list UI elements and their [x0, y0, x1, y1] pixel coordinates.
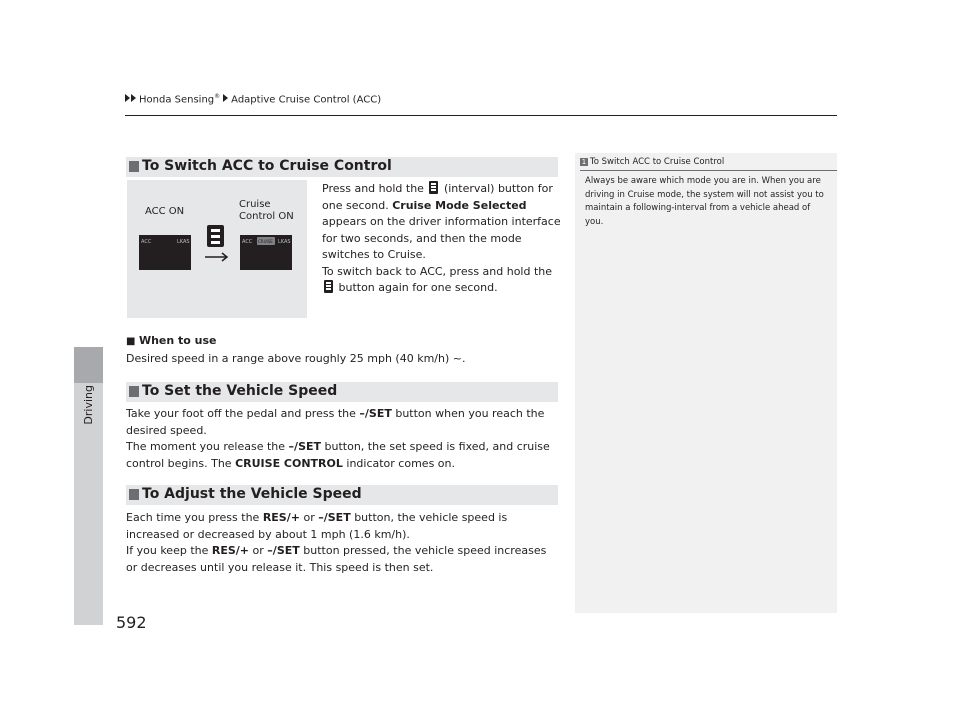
interval-button-icon: [207, 225, 224, 247]
text: To switch back to ACC, press and hold the: [322, 264, 553, 278]
text: Each time you press the: [126, 511, 260, 524]
screen-lkas-text: LKAS: [278, 239, 291, 245]
text: If you keep the: [126, 544, 209, 557]
registered-mark: ®: [214, 93, 221, 100]
text: Press and hold the: [322, 182, 424, 195]
text: indicator comes on.: [346, 456, 455, 470]
label-cruise-2: Control ON: [239, 211, 294, 222]
note-rule: [580, 170, 837, 171]
note-number-icon: 1: [581, 158, 587, 166]
text: button when you reach the desired speed.: [126, 407, 545, 437]
text: or: [303, 511, 315, 524]
display-screen-acc: [139, 235, 191, 270]
heading-set-speed: [126, 382, 558, 402]
when-to-use-heading: When to use: [138, 334, 217, 347]
section-label-text: Driving: [82, 385, 95, 425]
heading-square-icon: [129, 489, 139, 500]
label-cruise-1: Cruise: [239, 199, 271, 210]
text: button, the vehicle speed is increased or decreased by about 1 mph (1.6 km/h).: [126, 511, 508, 541]
text: appears on the driver information interface for two seconds, and then the mode switches to Cruise.: [322, 215, 561, 261]
screen-acc-text: ACC: [242, 239, 253, 245]
page-number: 592: [116, 613, 147, 632]
heading-text: To Switch ACC to Cruise Control: [142, 158, 392, 174]
when-to-use-text: Desired speed in a range above roughly 25 mph (40 km/h) ~.: [126, 351, 466, 365]
arrow-right-icon: [205, 253, 227, 261]
note-body: Always be aware which mode you are in. When you are driving in Cruise mode, the system will not assist you to maintain a following-interval from a vehicle ahead of you.: [585, 176, 824, 227]
heading-text: To Set the Vehicle Speed: [142, 383, 338, 399]
mode-switch-figure: [127, 180, 307, 318]
set-speed-text: [126, 406, 560, 472]
mode-switch-illustration: [127, 180, 307, 318]
display-screen-cruise: [240, 235, 292, 270]
text: button again for one second.: [338, 281, 498, 294]
screen-lkas-text: LKAS: [177, 239, 190, 245]
header-rule: [125, 115, 837, 116]
switch-paragraph: [322, 181, 562, 297]
side-note: [575, 153, 837, 613]
set-button-label: –/SET: [318, 511, 351, 524]
breadcrumb-arrow-icon: [223, 94, 228, 102]
screen-acc-text: ACC: [141, 239, 152, 245]
text: button, the set speed is fixed, and cruise control begins. The: [126, 440, 550, 470]
heading-switch-acc: [126, 157, 558, 177]
text: (interval) button for one second.: [322, 182, 553, 212]
text: Take your foot off the pedal and press the: [126, 407, 356, 420]
when-to-use-block: [126, 333, 566, 367]
text: The moment you release the: [126, 440, 286, 453]
heading-square-icon: [129, 386, 139, 397]
screen-cruise-badge: CRUISE: [258, 239, 273, 244]
section-tab-marker: [74, 347, 103, 383]
interval-button-icon: [324, 280, 333, 293]
set-button-label: –/SET: [288, 440, 322, 453]
label-acc-on: ACC ON: [145, 206, 185, 217]
section-tab-label: [74, 383, 103, 483]
note-title-text: To Switch ACC to Cruise Control: [590, 157, 725, 167]
interval-button-icon: [429, 181, 438, 194]
subheading-square-icon: ■: [126, 336, 136, 347]
set-button-label: –/SET: [359, 407, 392, 420]
note-title: [580, 157, 724, 167]
adjust-speed-text: [126, 510, 560, 576]
breadcrumb-arrow-icon: [125, 94, 130, 102]
res-button-label: RES/+: [211, 544, 250, 557]
text: or: [252, 544, 264, 557]
breadcrumb-item-honda-sensing[interactable]: Honda Sensing: [139, 94, 215, 106]
text: button pressed, the vehicle speed increases or decreases until you release it. This speed is then set.: [126, 544, 547, 574]
cruise-control-indicator-label: CRUISE CONTROL: [235, 456, 343, 470]
heading-text: To Adjust the Vehicle Speed: [142, 486, 362, 502]
heading-adjust-speed: [126, 485, 558, 505]
set-button-label: –/SET: [267, 544, 300, 557]
breadcrumb: [125, 93, 381, 105]
heading-square-icon: [129, 161, 139, 172]
cruise-mode-selected-text: Cruise Mode Selected: [392, 198, 527, 212]
breadcrumb-arrow-icon: [131, 94, 136, 102]
res-button-label: RES/+: [262, 511, 300, 524]
breadcrumb-item-acc[interactable]: Adaptive Cruise Control (ACC): [231, 94, 382, 106]
